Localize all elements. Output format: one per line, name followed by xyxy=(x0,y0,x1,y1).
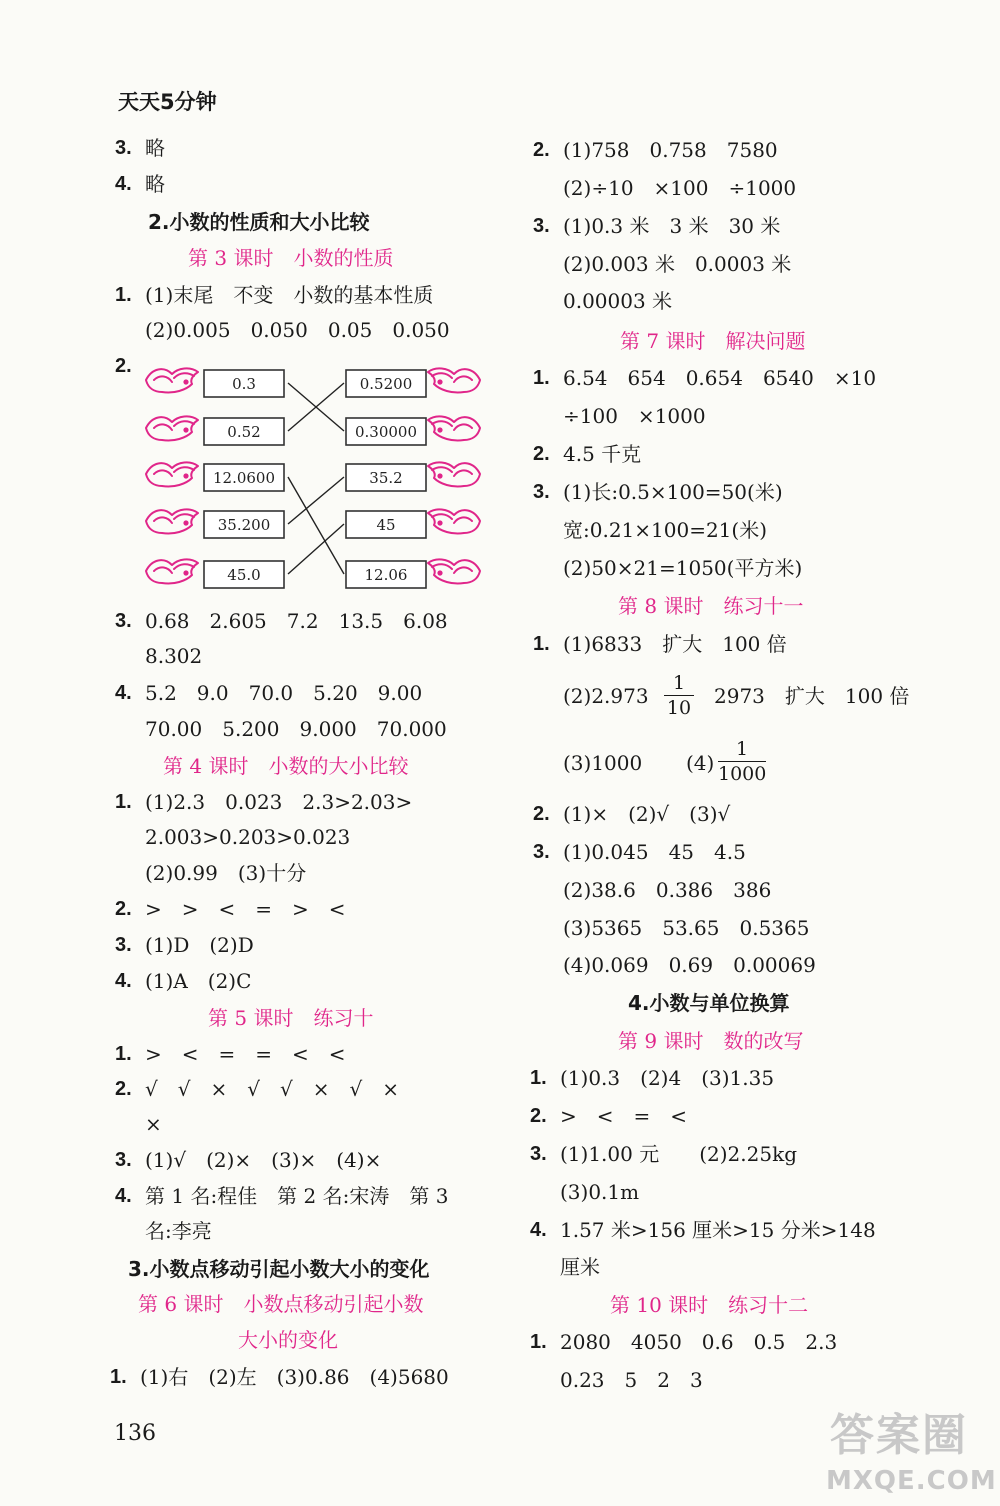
left-box-label: 0.3 xyxy=(232,375,256,393)
answer-text: (2)50×21=1050(平方米) xyxy=(563,556,803,580)
bird-icon xyxy=(428,509,480,533)
section-heading: 3.小数点移动引起小数大小的变化 xyxy=(128,1257,430,1281)
item-number: 2. xyxy=(533,443,550,465)
item-number: 1. xyxy=(110,1366,127,1388)
lesson-heading: 第 5 课时 练习十 xyxy=(208,1006,374,1030)
answer-text: 4.5 千克 xyxy=(563,442,642,466)
answer-text: (2)38.6 0.386 386 xyxy=(563,878,772,902)
item-number: 3. xyxy=(533,841,550,863)
answer-text: (1)√ (2)× (3)× (4)× xyxy=(145,1148,382,1172)
bird-icon xyxy=(146,416,198,440)
left-box-label: 0.52 xyxy=(227,423,261,441)
answer-text: (1)A (2)C xyxy=(145,969,252,993)
answer-text: (2)0.99 (3)十分 xyxy=(145,861,307,885)
left-box-label: 45.0 xyxy=(227,566,261,584)
item-number: 2. xyxy=(530,1105,547,1127)
answer-text: > < = = < < xyxy=(145,1042,346,1066)
bird-icon xyxy=(428,368,480,392)
item-number: 1. xyxy=(533,367,550,389)
item-number: 1. xyxy=(530,1067,547,1089)
left-box-label: 12.0600 xyxy=(212,469,276,487)
answer-text: (2)÷10 ×100 ÷1000 xyxy=(563,176,797,200)
answer-text: > < = < xyxy=(560,1104,688,1128)
answer-text: 1.57 米>156 厘米>15 分米>148 xyxy=(560,1218,876,1242)
lesson-heading: 第 10 课时 练习十二 xyxy=(610,1293,809,1317)
answer-text: (1)0.3 米 3 米 30 米 xyxy=(563,214,781,238)
right-box-label: 45 xyxy=(376,516,396,534)
item-number: 4. xyxy=(115,1185,132,1207)
answer-text: 宽:0.21×100=21(米) xyxy=(563,518,768,542)
fraction-bar xyxy=(718,761,766,762)
item-number: 4. xyxy=(115,173,132,195)
item-number: 3. xyxy=(530,1143,547,1165)
lesson-heading: 第 4 课时 小数的大小比较 xyxy=(163,754,409,778)
right-box-label: 0.30000 xyxy=(354,423,418,441)
page-number: 136 xyxy=(114,1421,156,1446)
item-number: 3. xyxy=(115,1149,132,1171)
item-number: 3. xyxy=(533,481,550,503)
item-number: 2. xyxy=(533,803,550,825)
answer-text: × xyxy=(145,1112,162,1136)
right-birds xyxy=(428,368,480,583)
lesson-heading: 第 8 课时 练习十一 xyxy=(618,594,804,618)
bird-icon xyxy=(428,416,480,440)
fraction-numerator: 1 xyxy=(735,738,749,760)
item-number: 1. xyxy=(533,633,550,655)
fraction xyxy=(718,738,766,785)
answer-text: 8.302 xyxy=(145,644,203,668)
bird-icon xyxy=(428,559,480,583)
answer-text: (1)6833 扩大 100 倍 xyxy=(563,632,787,656)
answer-text: (1)× (2)√ (3)√ xyxy=(563,802,731,826)
fraction-numerator: 1 xyxy=(672,672,686,694)
watermark-url: MXQE.COM xyxy=(826,1466,997,1496)
right-box-label: 0.5200 xyxy=(359,375,413,393)
item-number: 4. xyxy=(115,970,132,992)
bird-icon xyxy=(146,559,198,583)
watermark-logo: 答案圈 xyxy=(830,1410,968,1461)
section-heading: 2.小数的性质和大小比较 xyxy=(148,210,370,234)
lesson-heading: 第 9 课时 数的改写 xyxy=(618,1029,804,1053)
item-number: 3. xyxy=(115,137,132,159)
item-number: 3. xyxy=(115,610,132,632)
answer-text: (4) xyxy=(686,751,715,775)
answer-text: (1)0.3 (2)4 (3)1.35 xyxy=(560,1066,775,1090)
item-number: 3. xyxy=(533,215,550,237)
bird-icon xyxy=(146,368,198,392)
answer-text: (3)5365 53.65 0.5365 xyxy=(563,916,810,940)
item-number: 1. xyxy=(115,1043,132,1065)
lesson-heading: 第 7 课时 解决问题 xyxy=(620,329,806,353)
item-number: 2. xyxy=(115,355,132,377)
fraction-denominator: 1000 xyxy=(718,763,767,785)
answer-text: 厘米 xyxy=(560,1255,600,1279)
answer-text: 2973 扩大 100 倍 xyxy=(714,684,910,708)
left-birds xyxy=(146,368,198,583)
fraction-denominator: 10 xyxy=(666,697,692,719)
answer-text: (2)0.003 米 0.0003 米 xyxy=(563,252,792,276)
answer-text: > > < = > < xyxy=(145,897,346,921)
answer-text: 2.003>0.203>0.023 xyxy=(145,825,351,849)
answer-text: (1)758 0.758 7580 xyxy=(563,138,778,162)
bird-icon xyxy=(146,509,198,533)
lesson-heading: 第 3 课时 小数的性质 xyxy=(188,246,394,270)
answer-text: (1)1.00 元 (2)2.25kg xyxy=(560,1142,798,1166)
answer-text: (3)0.1m xyxy=(560,1180,640,1204)
lesson-heading: 第 6 课时 小数点移动引起小数 xyxy=(138,1292,424,1316)
answer-text: √ √ × √ √ × √ × xyxy=(145,1077,399,1101)
answer-text: 略 xyxy=(145,172,165,196)
match-line xyxy=(288,477,344,524)
answer-text: 70.00 5.200 9.000 70.000 xyxy=(145,717,447,741)
item-number: 3. xyxy=(115,934,132,956)
fraction xyxy=(664,672,694,719)
section-heading: 4.小数与单位换算 xyxy=(628,991,790,1015)
answer-text: (1)0.045 45 4.5 xyxy=(563,840,746,864)
answer-text: (3)1000 xyxy=(563,751,643,775)
right-box-label: 35.2 xyxy=(369,469,403,487)
answer-text: (1)末尾 不变 小数的基本性质 xyxy=(145,283,434,307)
answer-text: 5.2 9.0 70.0 5.20 9.00 xyxy=(145,681,423,705)
answer-text: 0.23 5 2 3 xyxy=(560,1368,703,1392)
match-line xyxy=(288,477,344,574)
answer-text: (1)D (2)D xyxy=(145,933,254,957)
item-number: 4. xyxy=(115,682,132,704)
item-number: 1. xyxy=(530,1331,547,1353)
bird-icon xyxy=(146,462,198,486)
page-header-title: 天天5分钟 xyxy=(118,90,217,114)
bird-icon xyxy=(428,462,480,486)
match-line xyxy=(288,524,344,574)
item-number: 1. xyxy=(115,791,132,813)
answer-text: (1)右 (2)左 (3)0.86 (4)5680 xyxy=(140,1365,449,1389)
answer-text: (2)0.005 0.050 0.05 0.050 xyxy=(145,318,450,342)
answer-text: ÷100 ×1000 xyxy=(563,404,706,428)
lesson-heading: 大小的变化 xyxy=(238,1328,338,1352)
answer-text: 2080 4050 0.6 0.5 2.3 xyxy=(560,1330,838,1354)
answer-text: 6.54 654 0.654 6540 ×10 xyxy=(563,366,877,390)
answer-text: (4)0.069 0.69 0.00069 xyxy=(563,953,816,977)
right-box-label: 12.06 xyxy=(364,566,408,584)
answer-text: 0.00003 米 xyxy=(563,289,673,313)
item-number: 2. xyxy=(533,139,550,161)
item-number: 1. xyxy=(115,284,132,306)
answer-text: (1)2.3 0.023 2.3>2.03> xyxy=(145,790,413,814)
answer-text: (1)长:0.5×100=50(米) xyxy=(563,480,783,504)
answer-text: 略 xyxy=(145,136,165,160)
item-number: 2. xyxy=(115,898,132,920)
left-box-label: 35.200 xyxy=(217,516,271,534)
answer-text: 名:李亮 xyxy=(145,1219,212,1243)
answer-text: 第 1 名:程佳 第 2 名:宋涛 第 3 xyxy=(145,1184,449,1208)
answer-text: 0.68 2.605 7.2 13.5 6.08 xyxy=(145,609,448,633)
fraction-bar xyxy=(664,695,694,696)
item-number: 4. xyxy=(530,1219,547,1241)
item-number: 2. xyxy=(115,1078,132,1100)
answer-text: (2)2.973 xyxy=(563,684,649,708)
